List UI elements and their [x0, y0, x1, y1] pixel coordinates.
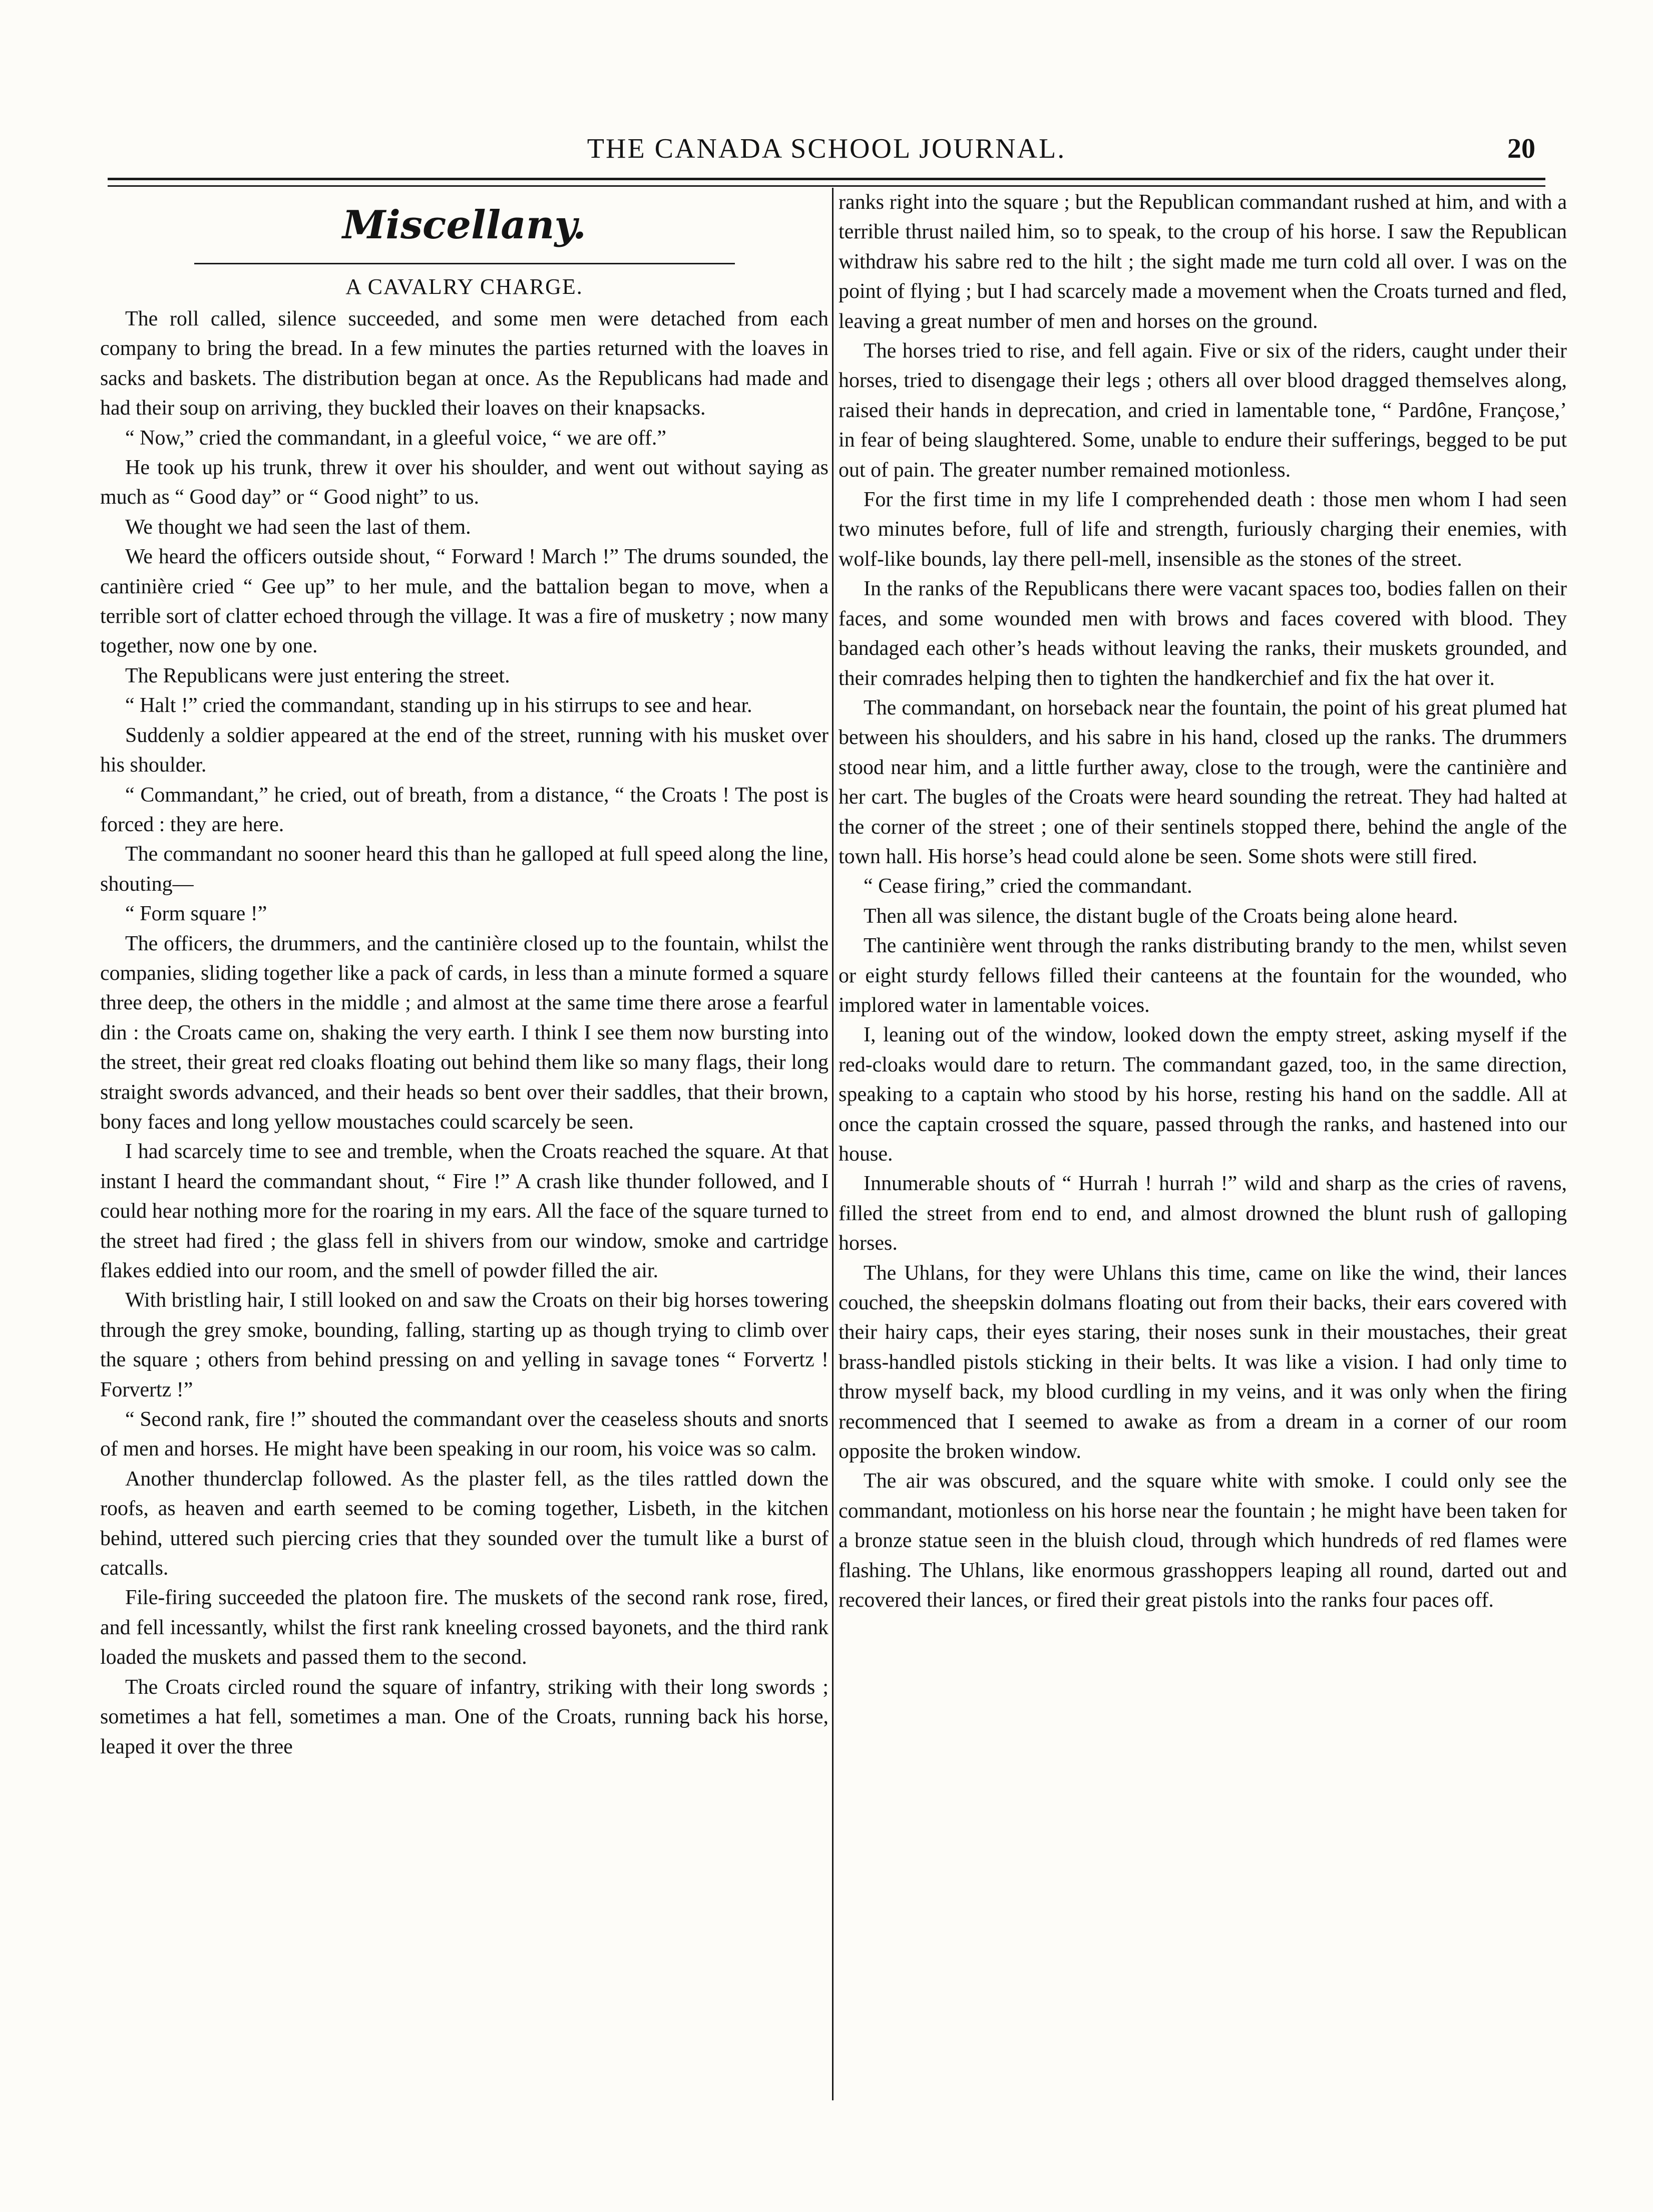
paragraph: The commandant, on horseback near the fountain, the point of his great plumed hat between his shoulders, and his sabre in his hand, closed up the ranks. The drummers stood near him, and a little further away, close to the trough, were the cantinière and her cart. The bugles of the Croats were heard sounding the retreat. They had halted at the corner of the street ; one of their sentinels stopped there, behind the angle of the town hall. His horse’s head could alone be seen. Some shots were still fired. — [839, 696, 1567, 868]
paragraph: “ Second rank, fire !” shouted the commandant over the ceaseless shouts and snorts of men and horses. He might have been speaking in our room, his voice was so calm. — [100, 1408, 829, 1461]
paragraph: We heard the officers outside shout, “ Forward ! March !” The drums sounded, the cantinière cried “ Gee up” to her mule, and the battalion began to move, when a terrible sort of clatter echoed through the village. It was a fire of musketry ; now many together, now one by one. — [100, 545, 829, 658]
paragraph: With bristling hair, I still looked on and saw the Croats on their big horses towering through the grey smoke, bounding, falling, starting up as though trying to climb over the square ; others from behind pressing on and yelling in savage tones “ Forvertz ! Forvertz !” — [100, 1289, 829, 1401]
section-heading: Miscellany. — [342, 202, 587, 248]
paragraph: “ Halt !” cried the commandant, standing up in his stirrups to see and hear. — [125, 694, 752, 717]
paragraph: He took up his trunk, threw it over his shoulder, and went out without saying as much as “ Good day” or “ Good night” to us. — [100, 456, 829, 509]
paragraph: “ Now,” cried the commandant, in a gleeful voice, “ we are off.” — [125, 426, 667, 450]
article-title: A CAVALRY CHARGE. — [345, 274, 583, 299]
page-header — [108, 131, 1545, 171]
paragraph: “ Cease firing,” cried the commandant. — [864, 875, 1192, 898]
paragraph: “ Commandant,” he cried, out of breath, from a distance, “ the Croats ! The post is forced : they are here. — [100, 783, 829, 836]
left-column — [100, 188, 829, 1762]
paragraph: In the ranks of the Republicans there were vacant spaces too, bodies fallen on their faces, and some wounded men with brows and faces covered with blood. They bandaged each other’s heads without leaving the ranks, their muskets grounded, and their comrades helping then to tighten the handkerchief and fix the hat over it. — [839, 577, 1567, 690]
journal-title: THE CANADA SCHOOL JOURNAL. — [587, 133, 1066, 164]
paragraph: “ Form square !” — [125, 902, 267, 926]
paragraph: The Uhlans, for they were Uhlans this time, came on like the wind, their lances couched, the sheepskin dolmans floating out from their backs, their ears covered with their hairy caps, their eyes staring, their noses sunk in their moustaches, their great brass-handled pistols sticking in their belts. It was like a vision. I had only time to throw myself back, my blood curdling in my veins, and it was only when the firing recommenced that I seemed to awake as from a dream in a corner of our room opposite the broken window. — [839, 1261, 1567, 1463]
header-rule-bottom — [108, 185, 1545, 187]
right-column-body — [839, 188, 1567, 1616]
paragraph: The cantinière went through the ranks distributing brandy to the men, whilst seven or eight sturdy fellows filled their canteens at the fountain for the wounded, who implored water in lamentable voices. — [839, 934, 1567, 1017]
section-heading-rule — [194, 263, 735, 264]
paragraph: The air was obscured, and the square white with smoke. I could only see the commandant, motionless on his horse near the fountain ; he might have been taken for a bronze statue seen in the bluish cloud, through which hundreds of red flames were flashing. The Uhlans, like enormous grasshoppers leaping all round, darted out and recovered their lances, or fired their great pistols into the ranks four paces off. — [839, 1469, 1567, 1612]
right-column — [839, 188, 1567, 1616]
paragraph: File-firing succeeded the platoon fire. The muskets of the second rank rose, fired, and fell incessantly, whilst the first rank kneeling crossed bayonets, and the third rank loaded the muskets and passed them to the second. — [100, 1586, 829, 1669]
paragraph: ranks right into the square ; but the Republican commandant rushed at him, and with a terrible thrust nailed him, so to speak, to the croup of his horse. I saw the Republican withdraw his sabre red to the hilt ; the sight made me turn cold all over. I was on the point of flying ; but I had scarcely made a movement when the Croats turned and fled, leaving a great number of men and horses on the ground. — [839, 191, 1567, 333]
paragraph: The commandant no sooner heard this than he galloped at full speed along the line, shouting— — [100, 843, 829, 896]
paragraph: I had scarcely time to see and tremble, when the Croats reached the square. At that instant I heard the commandant shout, “ Fire !” A crash like thunder followed, and I could hear nothing more for the roaring in my ears. All the face of the square turned to the street had fired ; the glass fell in shivers from our window, smoke and cartridge flakes eddied into our room, and the smell of powder filled the air. — [100, 1140, 829, 1282]
header-rule-top — [108, 178, 1545, 180]
paragraph: Innumerable shouts of “ Hurrah ! hurrah !” wild and sharp as the cries of ravens, filled the street from end to end, and almost drowned the blunt rush of galloping horses. — [839, 1172, 1567, 1255]
paragraph: Suddenly a soldier appeared at the end of the street, running with his musket over his shoulder. — [100, 723, 829, 777]
column-divider — [832, 188, 834, 2100]
paragraph: The officers, the drummers, and the cantinière closed up to the fountain, whilst the companies, sliding together like a pack of cards, in less than a minute formed a square three deep, the others in the middle ; and almost at the same time there arose a fearful din : the Croats came on, shaking the very earth. I think I see them now bursting into the street, their great red cloaks floating out behind them like so many flags, their long straight swords advanced, and their heads so bent over their saddles, that their brown, bony faces and long yellow moustaches could scarcely be seen. — [100, 932, 829, 1134]
paragraph: I, leaning out of the window, looked down the empty street, asking myself if the red-cloaks would dare to return. The commandant gazed, too, in the same direction, speaking to a captain who stood by his horse, resting his hand on the saddle. All at once the captain crossed the square, passed through the ranks, and hastened into our house. — [839, 1023, 1567, 1166]
paragraph: For the first time in my life I comprehended death : those men whom I had seen two minutes before, full of life and strength, furiously charging their enemies, with wolf-like bounds, lay there pell-mell, insensible as the stones of the street. — [839, 488, 1567, 571]
paragraph: Another thunderclap followed. As the plaster fell, as the tiles rattled down the roofs, as heaven and earth seemed to be coming together, Lisbeth, in the kitchen behind, uttered such piercing cries that they sounded over the tumult like a burst of catcalls. — [100, 1467, 829, 1580]
left-column-body — [100, 304, 829, 1762]
paragraph: Then all was silence, the distant bugle of the Croats being alone heard. — [864, 904, 1458, 928]
paragraph: The Republicans were just entering the street. — [125, 664, 510, 687]
page-number: 20 — [1507, 133, 1535, 164]
paragraph: The Croats circled round the square of infantry, striking with their long swords ; sometimes a hat fell, sometimes a man. One of the Croats, running back his horse, leaped it over the three — [100, 1675, 829, 1758]
paragraph: The horses tried to rise, and fell again. Five or six of the riders, caught under their horses, tried to disengage their legs ; others all over blood dragged themselves along, raised their hands in deprecation, and cried in lamentable tone, “ Pardône, Françose,’ in fear of being slaughtered. Some, unable to endure their sufferings, begged to be put out of pain. The greater number remained motionless. — [839, 339, 1567, 482]
paragraph: We thought we had seen the last of them. — [125, 515, 471, 539]
paragraph: The roll called, silence succeeded, and some men were detached from each company to bring the bread. In a few minutes the parties returned with the loaves in sacks and baskets. The distribution began at once. As the Republicans had made and had their soup on arriving, they buckled their loaves on their knapsacks. — [100, 307, 829, 420]
